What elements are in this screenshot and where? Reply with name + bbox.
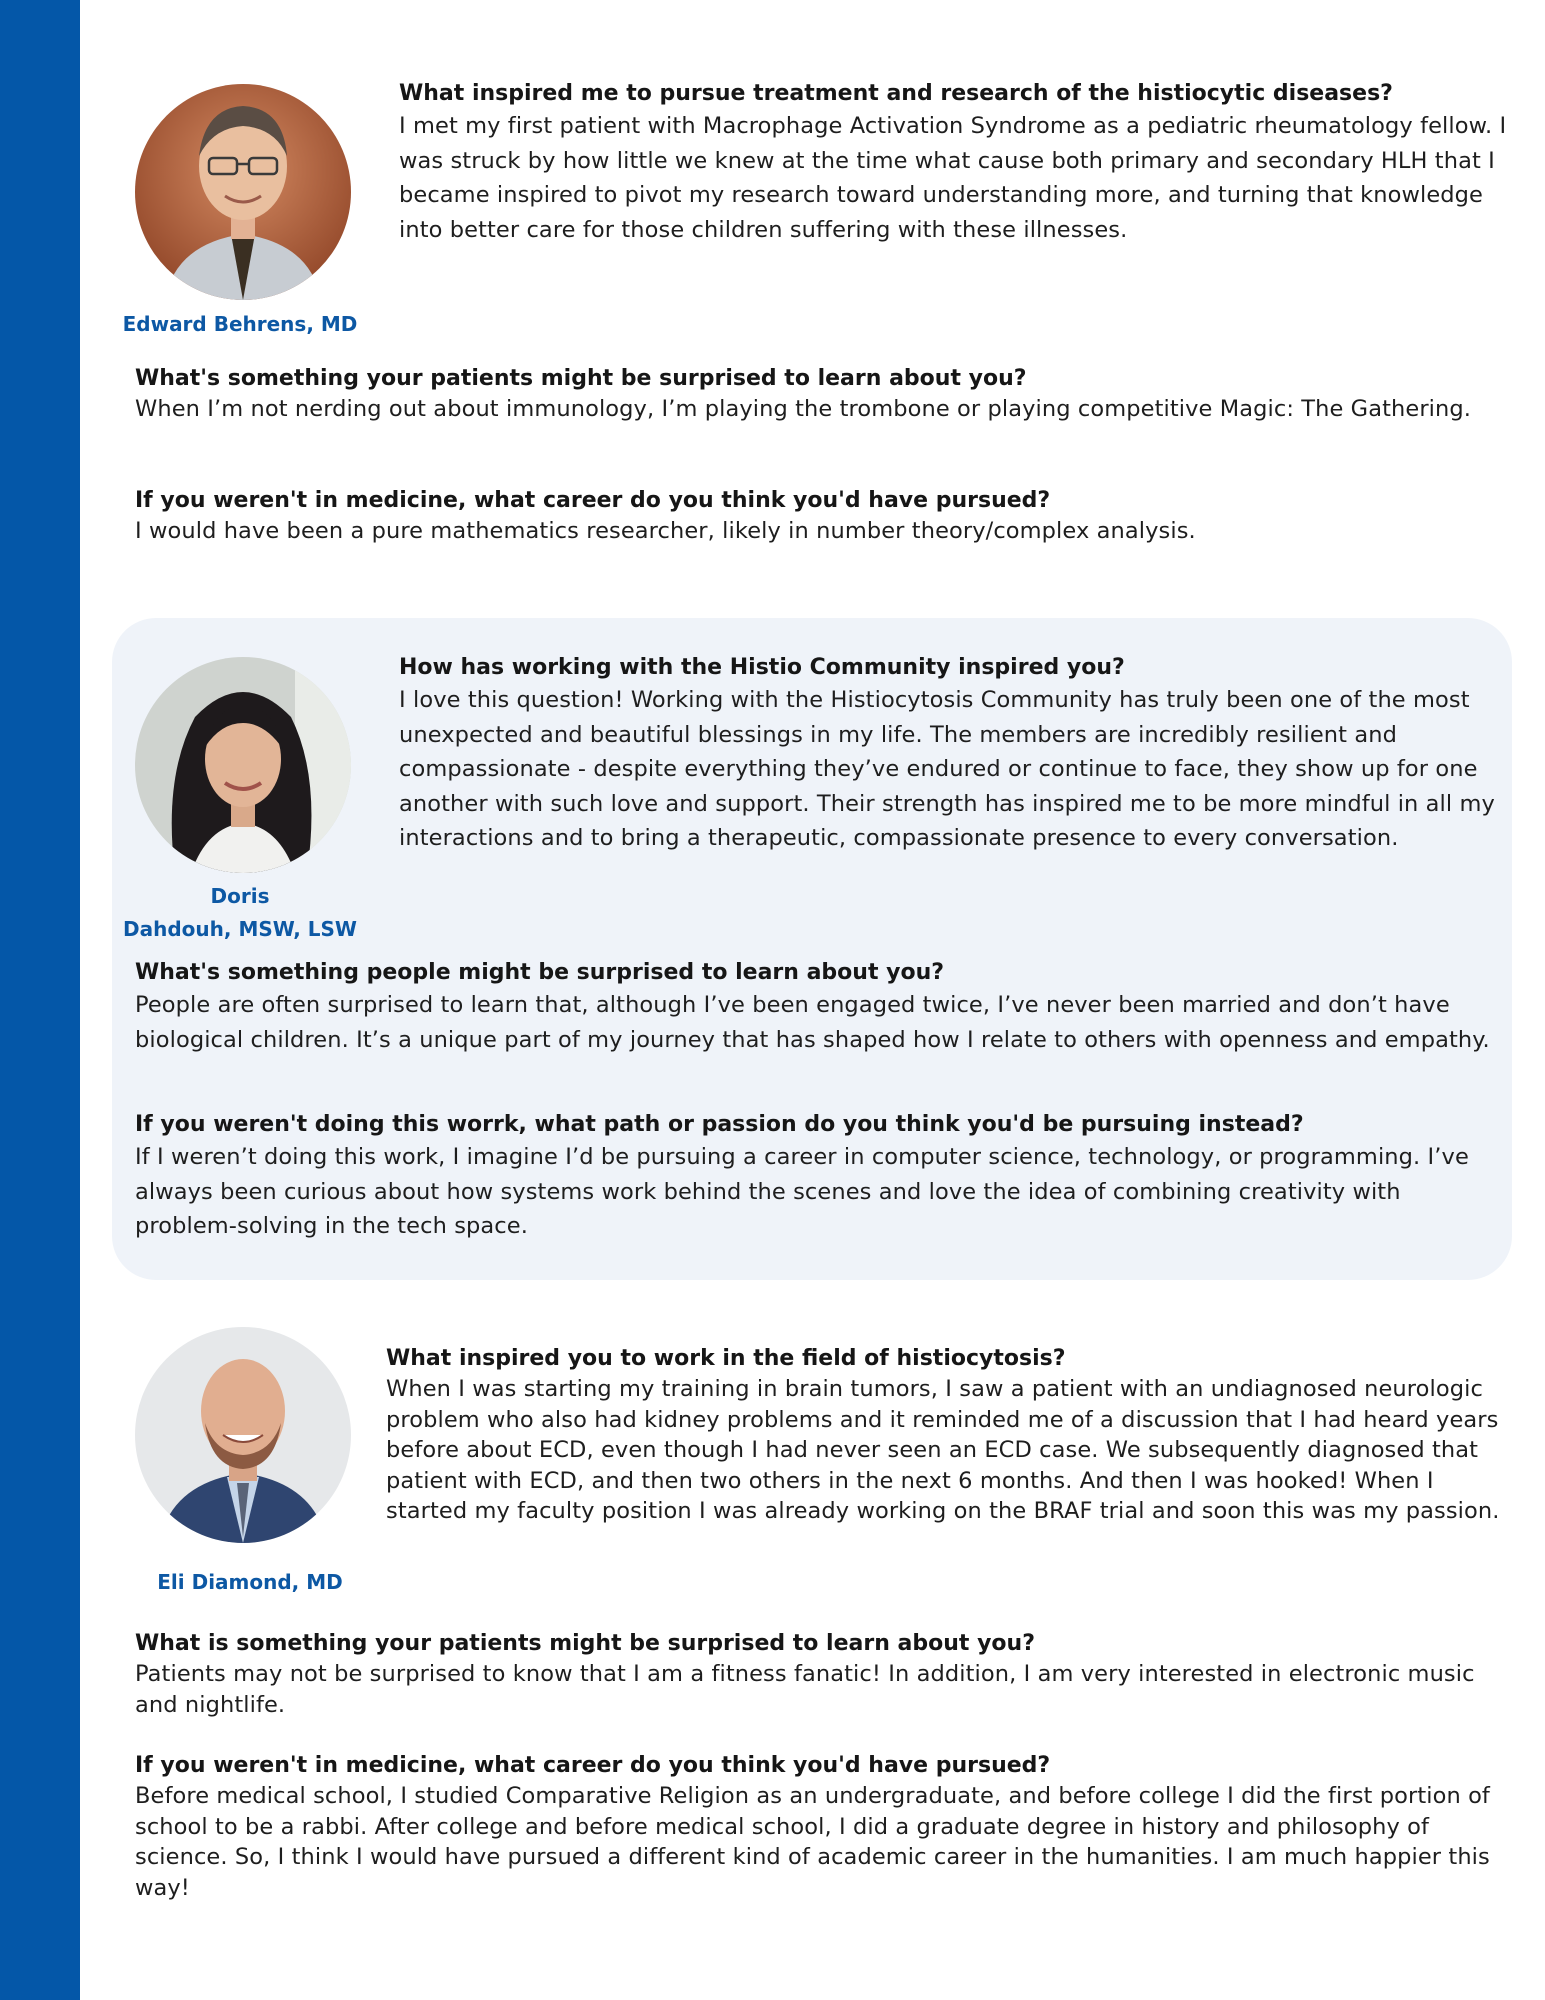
question-heading: What's something your patients might be surprised to learn about you? bbox=[135, 366, 1027, 391]
question-heading: What's something people might be surprised to learn about you? bbox=[135, 960, 945, 985]
avatar-doris-dahdouh bbox=[135, 657, 351, 873]
answer-text: When I’m not nerding out about immunology, I’m playing the trombone or playing competitive Magic: The Gathering. bbox=[135, 396, 1472, 422]
left-accent-bar bbox=[0, 0, 80, 2000]
question-heading: If you weren't doing this worrk, what path or passion do you think you'd be pursuing instead? bbox=[135, 1112, 1304, 1137]
profile-qa bbox=[135, 958, 1505, 1057]
answer-text: Patients may not be surprised to know that I am a fitness fanatic! In addition, I am very interested in electronic music and nightlife. bbox=[135, 1661, 1475, 1718]
profile-qa bbox=[135, 1110, 1505, 1244]
avatar-edward-behrens bbox=[135, 84, 351, 300]
answer-text: I met my first patient with Macrophage Activation Syndrome as a pediatric rheumatology fellow. I was struck by how little we knew at the time what cause both primary and secondary HLH that I became inspired to pivot my research toward understanding more, and turning that knowledge into better care for those children suffering with these illnesses. bbox=[399, 113, 1507, 243]
profile-intro bbox=[399, 79, 1509, 247]
profile-name-eli-diamond: Eli Diamond, MD bbox=[157, 1570, 343, 1594]
question-heading: What is something your patients might be surprised to learn about you? bbox=[135, 1631, 1035, 1656]
profile-qa bbox=[135, 1629, 1505, 1720]
answer-text: When I was starting my training in brain tumors, I saw a patient with an undiagnosed neurologic problem who also had kidney problems and it reminded me of a discussion that I had heard years before about ECD, even though I had never seen an ECD case. We subsequently diagnosed that patient with ECD, and then two others in the next 6 months. And then I was hooked! When I started my faculty position I was already working on the BRAF trial and soon this was my passion. bbox=[386, 1376, 1500, 1524]
question-heading: What inspired you to work in the field of histiocytosis? bbox=[386, 1346, 1066, 1371]
question-heading: How has working with the Histio Community inspired you? bbox=[399, 655, 1125, 680]
avatar-eli-diamond bbox=[135, 1327, 351, 1543]
answer-text: If I weren’t doing this work, I imagine I’d be pursuing a career in computer science, technology, or programming. I’ve always been curious about how systems work behind the scenes and love the idea of combining creativity with problem-solving in the tech space. bbox=[135, 1144, 1469, 1239]
answer-text: I love this question! Working with the Histiocytosis Community has truly been one of the most unexpected and beautiful blessings in my life. The members are incredibly resilient and compassionate - despite everything they’ve endured or continue to face, they show up for one another with such love and support. Their strength has inspired me to be more mindful in all my interactions and to bring a therapeutic, compassionate presence to every conversation. bbox=[399, 687, 1495, 851]
question-heading: What inspired me to pursue treatment and research of the histiocytic diseases? bbox=[399, 81, 1393, 106]
profile-qa bbox=[135, 364, 1505, 424]
question-heading: If you weren't in medicine, what career do you think you'd have pursued? bbox=[135, 1753, 1051, 1778]
question-heading: If you weren't in medicine, what career do you think you'd have pursued? bbox=[135, 488, 1051, 513]
answer-text: People are often surprised to learn that, although I’ve been engaged twice, I’ve never been married and don’t have biological children. It’s a unique part of my journey that has shaped how I relate to others with openness and empathy. bbox=[135, 992, 1490, 1053]
profile-intro bbox=[399, 653, 1509, 856]
answer-text: Before medical school, I studied Comparative Religion as an undergraduate, and before college I did the first portion of school to be a rabbi. After college and before medical school, I did a graduate degree in history and philosophy of science. So, I think I would have pursued a different kind of academic career in the humanities. I am much happier this way! bbox=[135, 1783, 1490, 1901]
profile-qa bbox=[135, 486, 1505, 546]
profile-qa bbox=[135, 1751, 1505, 1903]
profile-name-doris-dahdouh: Doris Dahdouh, MSW, LSW bbox=[123, 884, 357, 941]
profile-name-edward-behrens: Edward Behrens, MD bbox=[122, 312, 358, 336]
profile-intro bbox=[386, 1344, 1511, 1527]
answer-text: I would have been a pure mathematics researcher, likely in number theory/complex analysis. bbox=[135, 518, 1196, 544]
